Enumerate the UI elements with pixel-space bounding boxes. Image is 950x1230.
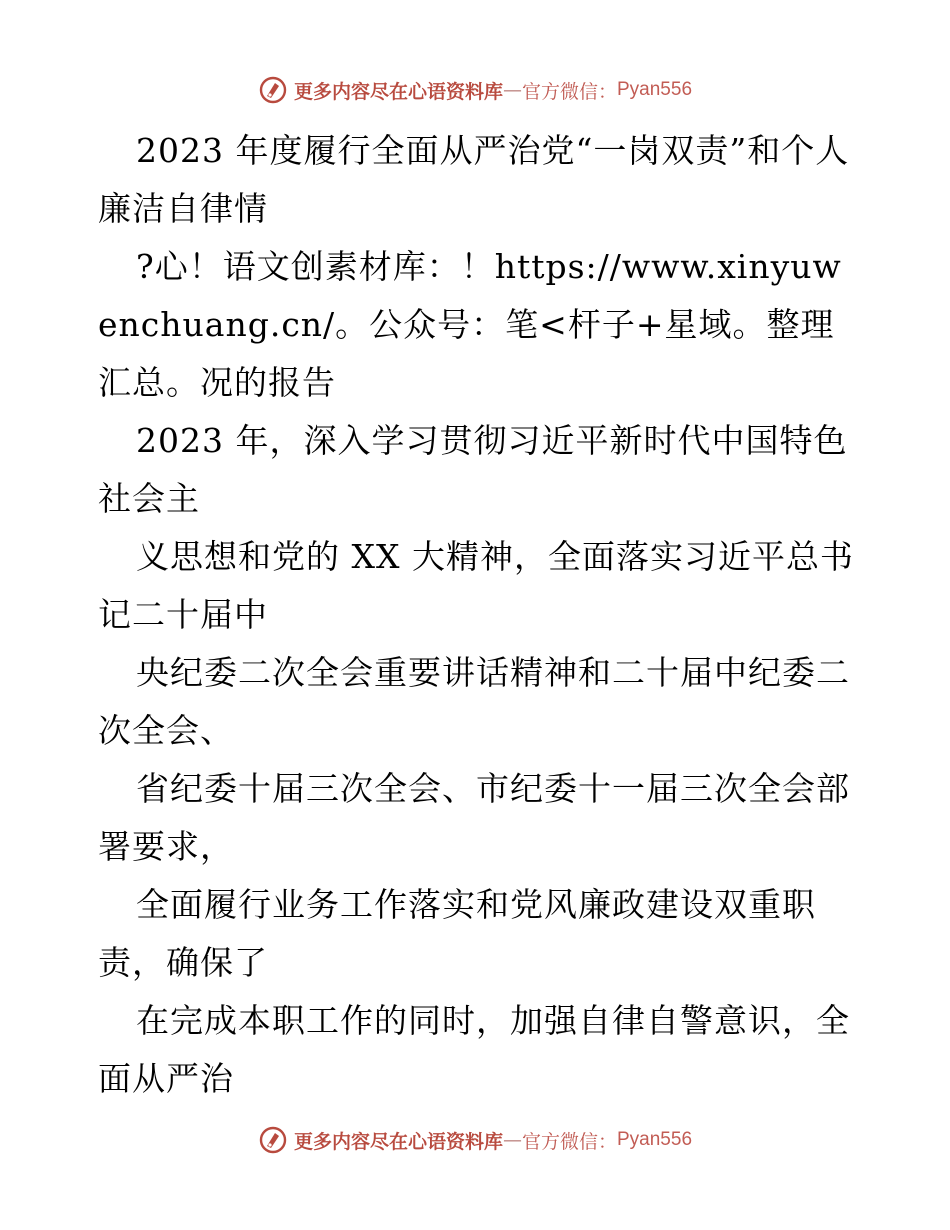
doc-paragraph: 在完成本职工作的同时，加强自律自警意识，全面从严治 — [98, 1001, 850, 1098]
doc-paragraph: 义思想和党的 XX 大精神，全面落实习近平总书记二十届中 — [98, 537, 854, 634]
watermark-handle: Pyan556 — [617, 79, 693, 100]
watermark-sub: 官方微信： — [521, 1130, 617, 1153]
watermark-main: 更多内容尽在心语资料库 — [293, 1130, 503, 1153]
watermark-main: 更多内容尽在心语资料库 — [293, 80, 503, 103]
document-body — [0, 122, 950, 1108]
watermark-sub: 官方微信： — [521, 80, 617, 103]
doc-paragraph: 省纪委十届三次全会、市纪委十一届三次全会部署要求， — [98, 769, 850, 866]
watermark-dash: — — [502, 79, 522, 101]
doc-paragraph: 全面履行业务工作落实和党风廉政建设双重职责，确保了 — [98, 885, 816, 982]
pen-nib-circle-icon — [258, 1125, 288, 1155]
doc-paragraph: 2023 年，深入学习贯彻习近平新时代中国特色社会主 — [98, 421, 848, 518]
footer-watermark — [0, 1122, 950, 1158]
header-watermark — [0, 72, 950, 108]
pen-nib-circle-icon — [258, 75, 288, 105]
watermark-handle: Pyan556 — [617, 1129, 693, 1150]
doc-paragraph: ?心！语文创素材库：！https://www.xinyuwenchuang.cn/。公众号：笔<杆子+星域。整理汇总。况的报告 — [98, 247, 842, 402]
watermark-dash: — — [502, 1129, 522, 1151]
doc-paragraph-title: 2023 年度履行全面从严治党“一岗双责”和个人廉洁自律情 — [98, 131, 850, 228]
watermark-text — [294, 77, 692, 104]
watermark-text — [294, 1127, 692, 1154]
doc-paragraph: 央纪委二次全会重要讲话精神和二十届中纪委二次全会、 — [98, 653, 850, 750]
